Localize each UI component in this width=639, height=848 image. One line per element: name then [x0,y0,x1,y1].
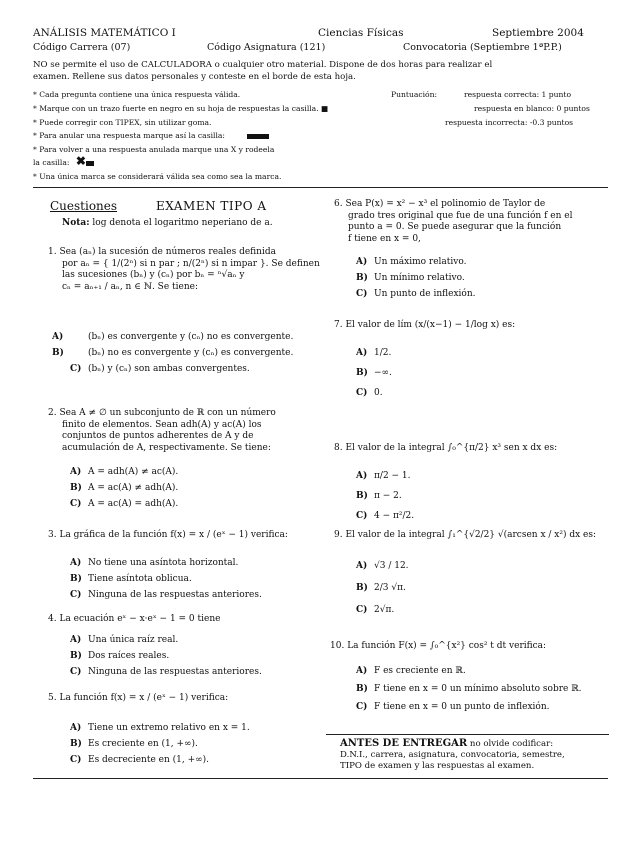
option-letter: A) [356,257,368,267]
option-b[interactable] [70,482,178,494]
intro-line-2: examen. Rellene sus datos personales y conteste en el borde de esta hoja. [33,72,356,82]
q1-options [52,331,310,375]
option-a[interactable] [70,466,178,478]
divider-bottom [33,778,608,779]
q9-options [356,560,409,616]
option-letter: B) [52,348,64,358]
question-4 [48,614,220,626]
option-a[interactable] [70,557,262,569]
circled-x-mark-icon: ✖ [75,154,86,168]
question-line: conjuntos de puntos adherentes de A y de [62,431,254,441]
scoring-label: Puntuación: [391,90,438,99]
question-line: punto a = 0. Se puede asegurar que la función [348,222,562,232]
cancelled-mark-icon [247,134,269,139]
degree-name: Ciencias Físicas [318,27,404,39]
q5-options [70,722,250,766]
question-line: Sea P(x) = x² − x³ el polinomio de Taylor de [345,199,546,209]
option-b[interactable] [70,738,250,750]
option-text: 0. [374,388,383,398]
option-b[interactable] [356,490,414,502]
rule-5: * Para volver a una respuesta anulada marque una X y rodeela [33,145,275,154]
option-letter: A) [356,666,368,676]
divider-top [33,187,608,188]
score-incorrect: respuesta incorrecta: -0.3 puntos [445,118,574,127]
option-letter: B) [356,684,368,694]
option-text: −∞. [374,368,392,378]
question-line: El valor de la integral ∫₀^{π/2} x³ sen x dx es: [345,443,558,453]
q8-options [356,470,414,522]
question-line: finito de elementos. Sean adh(A) y ac(A) los [62,419,262,430]
note-text: log denota el logaritmo neperiano de a. [92,218,273,228]
option-c[interactable] [356,701,582,713]
option-text: A = ac(A) ≠ adh(A). [88,483,179,493]
option-letter: B) [356,583,368,593]
option-text: π − 2. [374,491,402,501]
option-text: (bₙ) es convergente y (cₙ) no es convergente. [88,332,294,342]
option-letter: C) [356,289,368,299]
rule-5b [33,154,94,168]
question-8 [334,443,557,455]
option-c[interactable] [356,604,409,616]
question-3 [48,530,288,542]
option-letter: B) [356,491,368,501]
option-text: π/2 − 1. [374,471,411,481]
option-text: Es decreciente en (1, +∞). [88,755,210,765]
note [62,218,273,230]
option-text: Un máximo relativo. [374,257,467,267]
question-line: grado tres original que fue de una función f en el [348,210,573,221]
question-line: por aₙ = { 1/(2ⁿ) si n par ; n/(2ⁿ) si n impar }. Se definen [62,258,320,269]
option-text: A = ac(A) = adh(A). [88,499,179,509]
footer-line-1: no olvide codificar: [469,739,554,749]
question-number: 1. [48,247,57,257]
question-7 [334,320,515,332]
score-correct: respuesta correcta: 1 punto [464,90,572,99]
q6-options [356,256,475,300]
option-letter: B) [356,368,368,378]
option-a[interactable] [356,256,475,268]
course-title: ANÁLISIS MATEMÁTICO I [33,27,176,39]
question-line: El valor de la integral ∫₁^{√2/2} √(arcsen x / x²) dx es: [345,530,597,540]
footer-line-2: D.N.I., carrera, asignatura, convocatoria, semestre, [340,750,565,760]
q10-options [356,665,582,713]
question-number: 8. [334,443,343,453]
filled-box-icon [86,161,94,166]
option-text: Un punto de inflexión. [374,289,476,299]
footer-bold: ANTES DE ENTREGAR [340,738,468,749]
question-number: 2. [48,408,57,418]
option-a[interactable] [356,560,409,572]
option-letter: A) [356,471,368,481]
question-line: cₙ = aₙ₊₁ / aₙ, n ∈ ℕ. Se tiene: [62,281,199,292]
score-blank: respuesta en blanco: 0 puntos [474,104,590,113]
q3-options [70,557,262,601]
option-text: √3 / 12. [374,561,409,571]
exam-date: Septiembre 2004 [492,27,584,39]
question-line: La función f(x) = x / (eˣ − 1) verifica: [59,693,229,703]
option-b[interactable] [356,272,475,284]
question-line: Sea (aₙ) la sucesión de números reales definida [59,247,276,257]
option-a[interactable] [356,347,392,359]
subject-code: Código Asignatura (121) [207,42,326,53]
option-c[interactable] [356,288,475,300]
question-number: 7. [334,320,343,330]
option-letter: C) [70,499,82,509]
option-a[interactable] [70,722,250,734]
option-letter: C) [356,511,368,521]
option-b[interactable] [52,347,310,359]
option-text: F es creciente en ℝ. [374,666,466,676]
note-label: Nota: [62,218,90,228]
question-line: La gráfica de la función f(x) = x / (eˣ − 1) verifica: [59,530,288,540]
option-letter: C) [356,605,368,615]
career-code: Código Carrera (07) [33,42,131,53]
option-letter: A) [356,561,368,571]
option-text: 1/2. [374,348,392,358]
option-text: 4 − π²/2. [374,511,415,521]
question-number: 6. [334,199,343,209]
exam-type: EXAMEN TIPO A [156,199,267,213]
question-line: acumulación de A, respectivamente. Se tiene: [62,442,271,453]
option-text: Es creciente en (1, +∞). [88,739,198,749]
question-6 [334,199,609,245]
option-letter: B) [70,651,82,661]
option-text: Ninguna de las respuestas anteriores. [88,590,262,600]
option-letter: C) [70,667,82,677]
rule-1: * Cada pregunta contiene una única respuesta válida. [33,90,241,99]
option-letter: A) [70,723,82,733]
footer-divider [326,734,609,735]
question-9 [334,530,596,542]
option-text: (bₙ) y (cₙ) son ambas convergentes. [88,364,250,374]
option-text: Un mínimo relativo. [374,273,465,283]
rule-3: * Puede corregir con TIPEX, sin utilizar goma. [33,118,212,127]
footer-note [340,738,610,772]
session-label: Convocatoria (Septiembre 1ªP.P.) [403,42,562,53]
question-line: Sea A ≠ ∅ un subconjunto de ℝ con un número [59,408,276,418]
question-number: 4. [48,614,57,624]
question-line: f tiene en x = 0, [348,233,421,244]
option-text: 2√π. [374,605,395,615]
option-letter: A) [356,348,368,358]
section-title: Cuestiones [50,199,118,213]
option-text: F tiene en x = 0 un mínimo absoluto sobre ℝ. [374,684,582,694]
question-line: La ecuación eˣ − x·eˣ − 1 = 0 tiene [59,614,221,624]
intro-line-1: NO se permite el uso de CALCULADORA o cualquier otro material. Dispone de dos horas para realizar el [33,60,493,70]
option-letter: C) [70,755,82,765]
q2-options [70,466,178,510]
rule-5b-text: la casilla: [33,158,70,167]
option-letter: B) [70,739,82,749]
question-5 [48,693,228,705]
option-letter: C) [356,702,368,712]
option-letter: A) [70,467,82,477]
option-letter: B) [356,273,368,283]
option-c[interactable] [70,498,178,510]
rule-2: * Marque con un trazo fuerte en negro en su hoja de respuestas la casilla. ■ [33,104,329,113]
rule-6: * Una única marca se considerará válida sea como sea la marca. [33,172,282,181]
option-letter: B) [70,483,82,493]
option-b[interactable] [356,683,582,695]
question-number: 5. [48,693,57,703]
option-b[interactable] [70,650,262,662]
question-number: 9. [334,530,343,540]
option-a[interactable] [356,470,414,482]
question-10 [330,641,546,653]
question-number: 3. [48,530,57,540]
option-a[interactable] [356,665,582,677]
option-letter: C) [70,590,82,600]
option-b[interactable] [70,573,262,585]
question-number: 10. [330,641,345,651]
option-letter: C) [356,388,368,398]
option-text: Dos raíces reales. [88,651,170,661]
option-text: Tiene un extremo relativo en x = 1. [88,723,250,733]
q7-options [356,347,392,399]
question-line: las sucesiones (bₙ) y (cₙ) por bₙ = ⁿ√aₙ y [62,270,245,280]
option-text: A = adh(A) ≠ ac(A). [88,467,179,477]
option-letter: A) [52,332,64,342]
option-text: (bₙ) no es convergente y (cₙ) es convergente. [88,348,294,358]
option-text: Ninguna de las respuestas anteriores. [88,667,262,677]
option-c[interactable] [356,510,414,522]
option-b[interactable] [356,367,392,379]
rule-4 [33,131,269,141]
option-letter: B) [70,574,82,584]
option-c[interactable] [70,754,250,766]
question-2 [48,408,313,454]
option-c[interactable] [356,387,392,399]
option-b[interactable] [356,582,409,594]
question-1 [48,247,320,293]
option-c[interactable] [70,589,262,601]
option-letter: C) [70,364,82,374]
option-letter: A) [70,558,82,568]
option-c[interactable] [70,666,262,678]
option-text: No tiene una asíntota horizontal. [88,558,239,568]
option-a[interactable] [52,331,310,343]
footer-line-3: TIPO de examen y las respuestas al examen. [340,761,535,771]
q4-options [70,634,262,678]
option-text: F tiene en x = 0 un punto de inflexión. [374,702,550,712]
option-a[interactable] [70,634,262,646]
option-text: Una única raíz real. [88,635,179,645]
option-text: Tiene asíntota oblicua. [88,574,192,584]
question-line: El valor de lím (x/(x−1) − 1/log x) es: [345,320,516,330]
option-letter: A) [70,635,82,645]
option-c[interactable] [70,363,310,375]
question-line: La función F(x) = ∫₀^{x²} cos² t dt verifica: [347,641,547,651]
rule-4-text: * Para anular una respuesta marque así la casilla: [33,131,225,140]
option-text: 2/3 √π. [374,583,406,593]
